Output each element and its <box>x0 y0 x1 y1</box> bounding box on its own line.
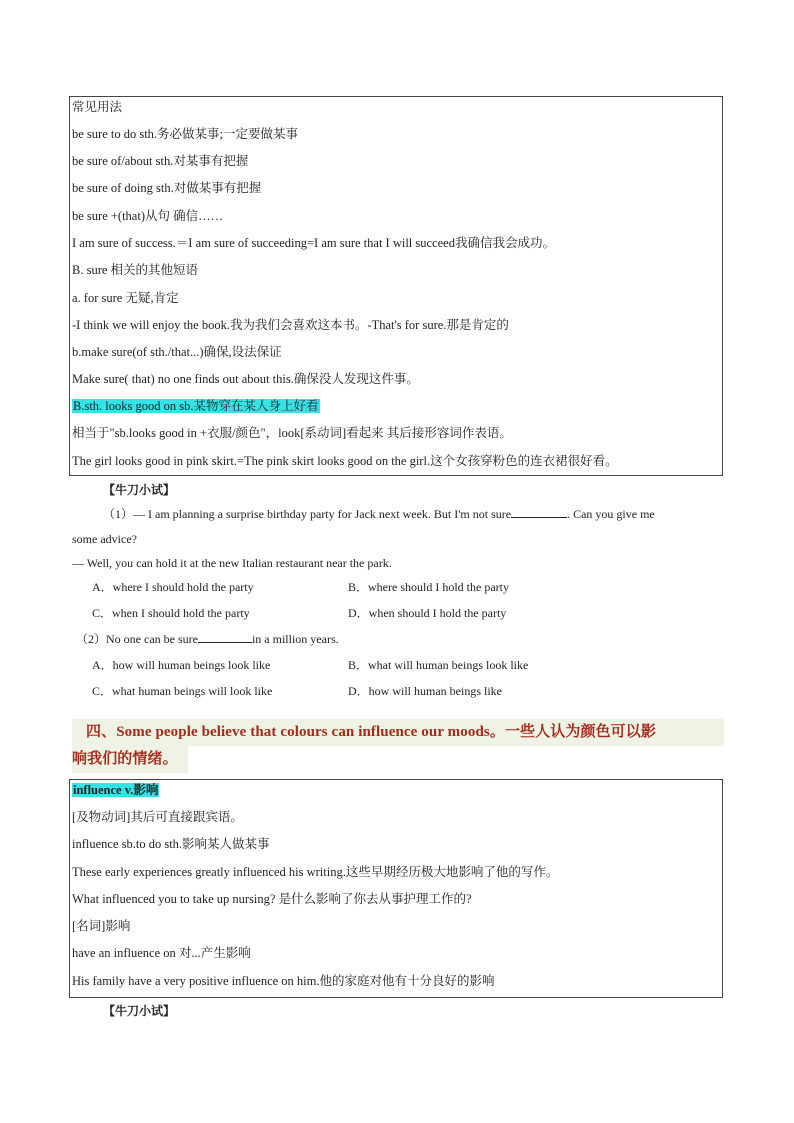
note-line: be sure of/about sth.对某事有把握 <box>72 154 249 168</box>
note-line: -I think we will enjoy the book.我为我们会喜欢这本书。-That's for sure.那是肯定的 <box>72 318 509 332</box>
note-line: [及物动词]其后可直接跟宾语。 <box>72 810 243 824</box>
note-line: What influenced you to take up nursing? 是什么影响了你去从事护理工作的? <box>72 892 472 906</box>
question-1-stem: （1）— I am planning a surprise birthday party for Jack next week. But I'm not sure . Can you give me <box>103 507 655 521</box>
note-line: be sure of doing sth.对做某事有把握 <box>72 181 262 195</box>
note-line: b.make sure(of sth./that...)确保,设法保证 <box>72 345 282 359</box>
note-line: I am sure of success.＝I am sure of succeeding=I am sure that I will succeed我确信我会成功。 <box>72 236 555 250</box>
highlighted-heading: influence v.影响 <box>73 783 159 797</box>
note-line: B. sure 相关的其他短语 <box>72 263 199 277</box>
note-line: influence sb.to do sth.影响某人做某事 <box>72 837 270 851</box>
section-title-line2: 响我们的情绪。 <box>72 746 188 773</box>
note-line: be sure +(that)从句 确信…… <box>72 209 224 223</box>
option-d: D．how will human beings like <box>348 684 502 698</box>
note-line-highlighted <box>72 781 159 799</box>
option-c: C．what human beings will look like <box>92 684 273 698</box>
note-line: 相当于"sb.looks good in +衣服/颜色"，look[系动词]看起来 其后接形容词作表语。 <box>72 426 512 440</box>
note-line: be sure to do sth.务必做某事;一定要做某事 <box>72 127 299 141</box>
note-line: His family have a very positive influence on him.他的家庭对他有十分良好的影响 <box>72 974 495 988</box>
practice-title: 【牛刀小试】 <box>103 1004 176 1018</box>
note-line-highlighted <box>72 397 320 415</box>
question-2-stem: （2）No one can be sure in a million years. <box>76 632 339 646</box>
option-a: A．where I should hold the party <box>92 580 254 594</box>
option-c: C．when I should hold the party <box>92 606 250 620</box>
usage-notes-box-sure <box>69 96 723 476</box>
option-b: B．what will human beings look like <box>348 658 529 672</box>
option-a: A．how will human beings look like <box>92 658 271 672</box>
question-1-stem-cont: some advice? <box>72 532 137 546</box>
question-1-response: — Well, you can hold it at the new Italian restaurant near the park. <box>72 556 392 570</box>
note-line: 常见用法 <box>72 100 123 114</box>
note-line: have an influence on 对...产生影响 <box>72 946 251 960</box>
highlighted-phrase: B.sth. looks good on sb.某物穿在某人身上好看 <box>73 399 319 413</box>
note-line: a. for sure 无疑,肯定 <box>72 291 179 305</box>
answer-blank <box>511 506 567 518</box>
option-d: D．when should I hold the party <box>348 606 507 620</box>
usage-notes-box-influence <box>69 779 723 998</box>
note-line: The girl looks good in pink skirt.=The pink skirt looks good on the girl.这个女孩穿粉色的连衣裙很好看。 <box>72 454 618 468</box>
note-line: [名词]影响 <box>72 919 131 933</box>
note-line: These early experiences greatly influenced his writing.这些早期经历极大地影响了他的写作。 <box>72 865 559 879</box>
practice-title: 【牛刀小试】 <box>103 483 176 497</box>
note-line: Make sure( that) no one finds out about this.确保没人发现这件事。 <box>72 372 419 386</box>
option-b: B．where should I hold the party <box>348 580 509 594</box>
answer-blank <box>198 631 252 643</box>
section-title-line1: 四、Some people believe that colours can influence our moods。一些人认为颜色可以影 <box>72 719 724 746</box>
